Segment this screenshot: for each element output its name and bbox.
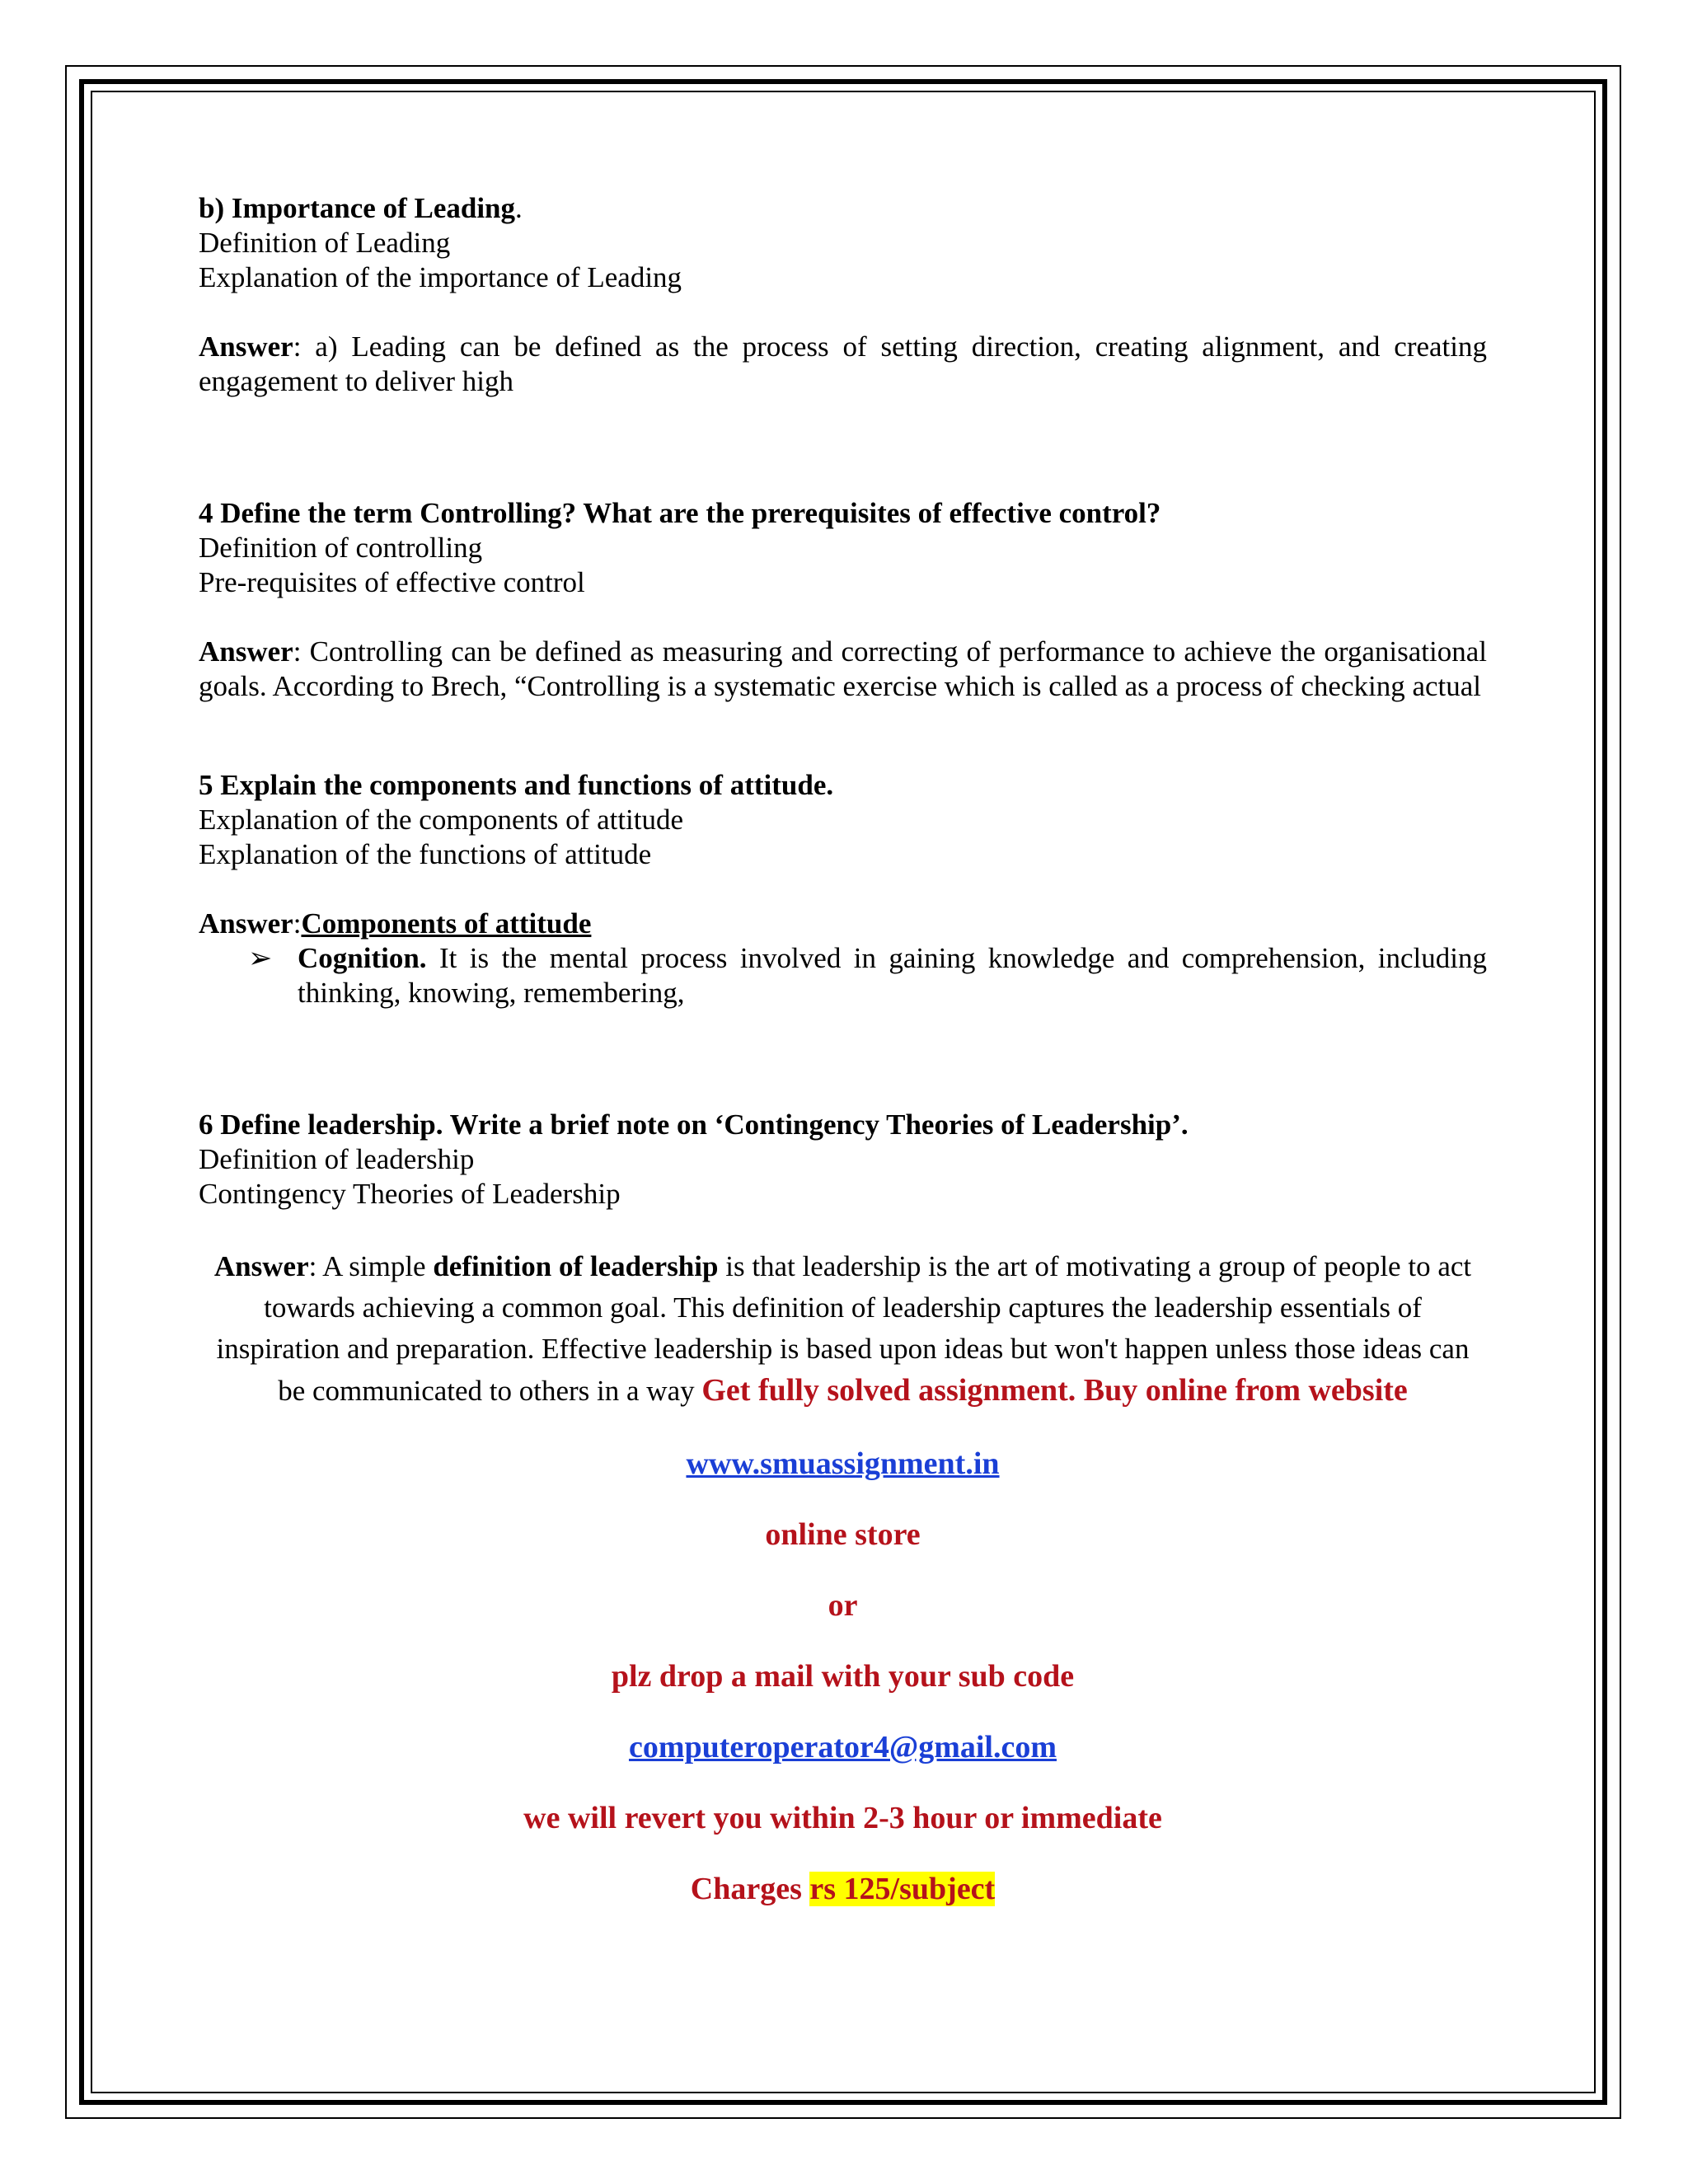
website-link[interactable]: www.smuassignment.in: [686, 1446, 1000, 1481]
question-4-title: 4 Define the term Controlling? What are the prerequisites of effective control?: [199, 497, 1161, 529]
question-5-sub1: Explanation of the components of attitude: [199, 804, 684, 836]
question-6-title: 6 Define leadership. Write a brief note on ‘Contingency Theories of Leadership’.: [199, 1108, 1189, 1141]
section-b-answer: [199, 330, 1487, 399]
promo-block: [199, 1445, 1487, 1908]
answer-label: Answer: [199, 330, 293, 363]
store-text: online store: [765, 1517, 921, 1552]
section-b: [199, 191, 1487, 399]
question-6-answer: [199, 1246, 1487, 1412]
answer-label: Answer: [199, 635, 293, 668]
question-4-sub2: Pre-requisites of effective control: [199, 566, 585, 598]
promo-inline: Get fully solved assignment. Buy online from website: [701, 1373, 1408, 1408]
answer-text: : a) Leading can be defined as the process of setting direction, creating alignment, and creating engagement to deliver high: [199, 330, 1487, 397]
section-b-title-tail: .: [515, 192, 523, 224]
section-b-sub2: Explanation of the importance of Leading: [199, 261, 682, 293]
arrow-bullet-icon: ➢: [248, 942, 273, 974]
question-6: [199, 1108, 1487, 1412]
section-b-title: b) Importance of Leading: [199, 192, 516, 224]
question-5: [199, 768, 1487, 1010]
email-link[interactable]: computeroperator4@gmail.com: [628, 1730, 1057, 1765]
question-4-answer: [199, 635, 1487, 704]
question-6-sub2: Contingency Theories of Leadership: [199, 1178, 621, 1210]
answer-text: : Controlling can be defined as measuring and correcting of performance to achieve the organisational goals. According to Brech, “Controlling is a systematic exercise which is called as a process of checking actual: [199, 635, 1487, 702]
question-5-sub2: Explanation of the functions of attitude: [199, 838, 652, 870]
document-body: [199, 191, 1487, 1908]
components-heading: Components of attitude: [301, 907, 592, 940]
question-4-sub1: Definition of controlling: [199, 532, 483, 564]
revert-text: we will revert you within 2-3 hour or immediate: [523, 1801, 1162, 1835]
mail-request-text: plz drop a mail with your sub code: [611, 1659, 1075, 1694]
answer-pre: : A simple: [308, 1250, 434, 1282]
question-4: [199, 496, 1487, 704]
question-6-sub1: Definition of leadership: [199, 1143, 475, 1175]
or-text: or: [828, 1588, 858, 1623]
question-5-title: 5 Explain the components and functions of attitude.: [199, 769, 834, 801]
bullet-item: [199, 941, 1487, 1010]
section-b-sub1: Definition of Leading: [199, 227, 451, 259]
bullet-term: Cognition.: [298, 942, 427, 974]
charges-value: rs 125/subject: [809, 1872, 996, 1906]
answer-text: is that leadership is the art of motivating a group of people to act towards achieving a common goal. This definition of leadership captures the leadership essentials of inspiration and preparation. Effective leadership is based upon ideas but won't happen unless those ideas can be communicated to others in a way: [216, 1250, 1472, 1407]
answer-label: Answer: [213, 1250, 309, 1282]
answer-colon: :: [293, 907, 302, 940]
answer-bold-term: definition of leadership: [433, 1250, 719, 1282]
bullet-text: It is the mental process involved in gaining knowledge and comprehension, including thinking, knowing, remembering,: [298, 942, 1487, 1009]
charges-label: Charges: [690, 1872, 810, 1906]
answer-label: Answer: [199, 907, 293, 940]
